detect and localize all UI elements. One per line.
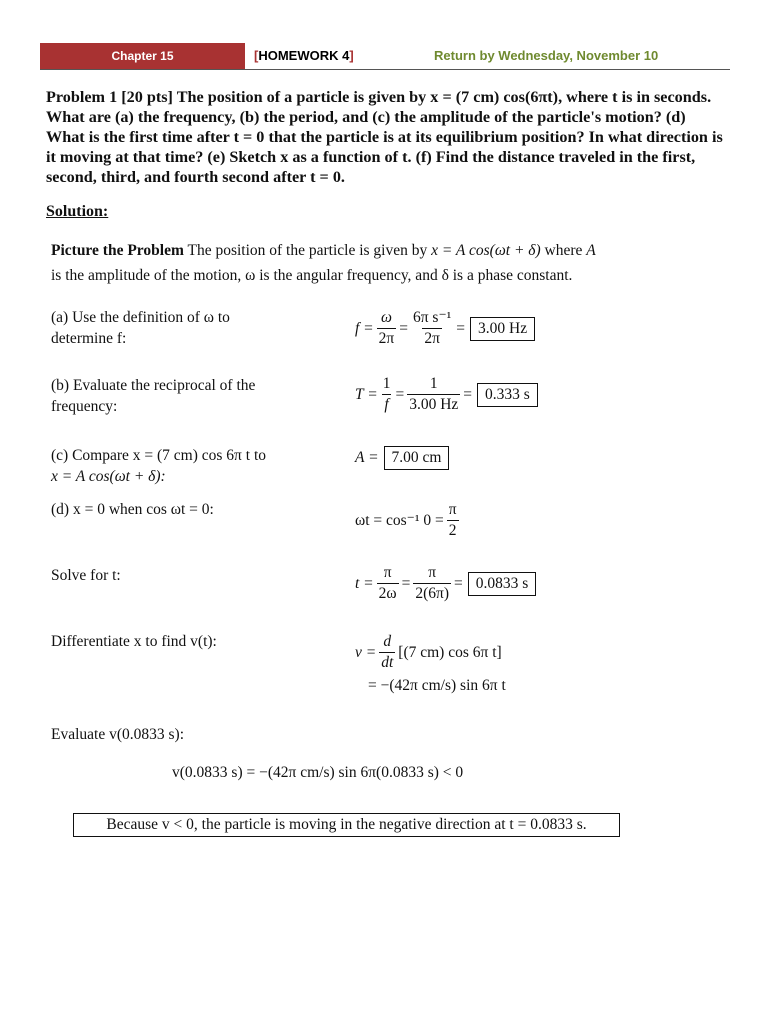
solve-t-frac1: [377, 563, 399, 604]
part-a-lhs: f =: [355, 319, 374, 337]
evaluate-equation: v(0.0833 s) = −(42π cm/s) sin 6π(0.0833 s) < 0: [172, 764, 464, 781]
solve-t-equation: t = $\frac{\pi}{2\omega}$ = $\frac{\pi}{2(6\pi)}$ = 0.0833 s: [355, 563, 536, 604]
differentiate-frac: [379, 632, 395, 673]
part-a-answer: 3.00 Hz: [470, 317, 535, 341]
part-b-frac1-den: f: [384, 396, 389, 413]
part-b-answer: 0.333 s: [477, 383, 538, 407]
evaluate-label: Evaluate v(0.0833 s):: [51, 726, 185, 743]
part-d-equation: [355, 500, 462, 541]
picture-line2: is the amplitude of the motion, ω is the angular frequency, and δ is a phase constant.: [51, 267, 573, 284]
part-b-frac1-num: 1: [382, 375, 391, 392]
picture-equation: x = A cos(ωt + δ): [431, 242, 541, 259]
part-a-frac2-den: 2π: [424, 330, 440, 347]
solve-t-label: Solve for t:: [51, 567, 121, 584]
part-b-frac2-den: 3.00 Hz: [409, 396, 459, 413]
solve-t-frac1-num: π: [383, 564, 392, 581]
part-b-frac2-num: 1: [429, 375, 438, 392]
part-b-frac1: [381, 374, 393, 415]
picture-text-b: where: [540, 242, 587, 259]
homework-bracket-open: [: [254, 48, 259, 63]
part-a-frac2-num: 6π s⁻¹: [412, 309, 452, 326]
solve-t-answer: 0.0833 s: [468, 572, 537, 596]
part-d-frac-num: π: [448, 501, 457, 518]
part-a-label-line2: determine f:: [51, 330, 127, 347]
part-a-frac1-den: 2π: [378, 330, 395, 347]
part-a-label: [51, 307, 230, 349]
differentiate-frac-den: dt: [381, 654, 394, 671]
part-d-frac: [447, 500, 459, 541]
homework-title: HOMEWORK 4: [258, 48, 350, 63]
picture-var: A: [586, 242, 596, 259]
part-d-lhs: ωt = cos⁻¹ 0 =: [355, 512, 444, 529]
part-a-frac1-num: ω: [380, 309, 392, 326]
part-b-label-line1: (b) Evaluate the reciprocal of the: [51, 377, 256, 394]
part-c-lhs: A =: [355, 449, 379, 466]
part-c-answer: 7.00 cm: [384, 446, 450, 470]
problem-statement: Problem 1 [20 pts] The position of a particle is given by x = (7 cm) cos(6πt), where t is in seconds. What are (a) the frequency, (b) the period, and (c) the amplitude of the particle's motion? (d) What is the first time after t = 0 that the particle is at its equilibrium position? In what direction is it moving at that time? (e) Sketch x as a function of t. (f) Find the distance traveled in the first, second, third, and fourth second after t = 0.: [46, 88, 723, 186]
part-a-equation: f = $\frac{\omega}{2\pi}$ = $\frac{\text{6π s⁻¹}}{2\pi}$ = 3.00 Hz: [355, 308, 535, 349]
differentiate-rhs: [(7 cm) cos 6π t]: [398, 643, 502, 661]
part-a-frac1: [377, 308, 397, 349]
part-a-label-line1: (a) Use the definition of ω to: [51, 309, 230, 326]
part-b-equation: T = $\frac{1}{f}$ = $\frac{1}{3.00 Hz}$ = 0.333 s: [355, 374, 538, 415]
conclusion-box: Because v < 0, the particle is moving in the negative direction at t = 0.0833 s.: [73, 813, 620, 837]
part-c-label-line1: (c) Compare x = (7 cm) cos 6π t to: [51, 447, 266, 464]
part-c-label-line2: x = A cos(ωt + δ):: [51, 468, 166, 485]
part-b-label: [51, 375, 255, 417]
part-c-label: [51, 445, 266, 487]
picture-heading: Picture the Problem: [51, 242, 184, 259]
solve-t-frac2-den: 2(6π): [415, 585, 450, 602]
differentiate-label: Differentiate x to find v(t):: [51, 633, 217, 650]
solve-t-frac1-den: 2ω: [378, 585, 397, 602]
part-d-label: (d) x = 0 when cos ωt = 0:: [51, 501, 214, 518]
solution-heading: Solution:: [46, 203, 109, 220]
differentiate-line2: = −(42π cm/s) sin 6π t: [368, 677, 506, 694]
picture-text-a: The position of the particle is given by: [183, 242, 432, 259]
part-c-equation: [355, 446, 449, 470]
part-a-frac2: [411, 308, 453, 349]
homework-bracket-close: ]: [349, 48, 354, 63]
differentiate-lhs: v =: [355, 643, 377, 661]
solve-t-frac2: [413, 563, 451, 604]
solve-t-lhs: t =: [355, 574, 374, 592]
header-rule: [40, 69, 730, 70]
differentiate-equation: [355, 632, 502, 673]
differentiate-frac-num: d: [383, 633, 392, 650]
homework-label: [254, 48, 354, 63]
part-b-label-line2: frequency:: [51, 398, 118, 415]
part-b-frac2: [407, 374, 460, 415]
solve-t-frac2-num: π: [428, 564, 437, 581]
picture-line1: [51, 240, 731, 261]
chapter-label: Chapter 15: [111, 49, 174, 63]
return-date: Return by Wednesday, November 10: [434, 48, 659, 63]
part-d-frac-den: 2: [448, 522, 457, 539]
part-b-lhs: T =: [355, 385, 378, 403]
